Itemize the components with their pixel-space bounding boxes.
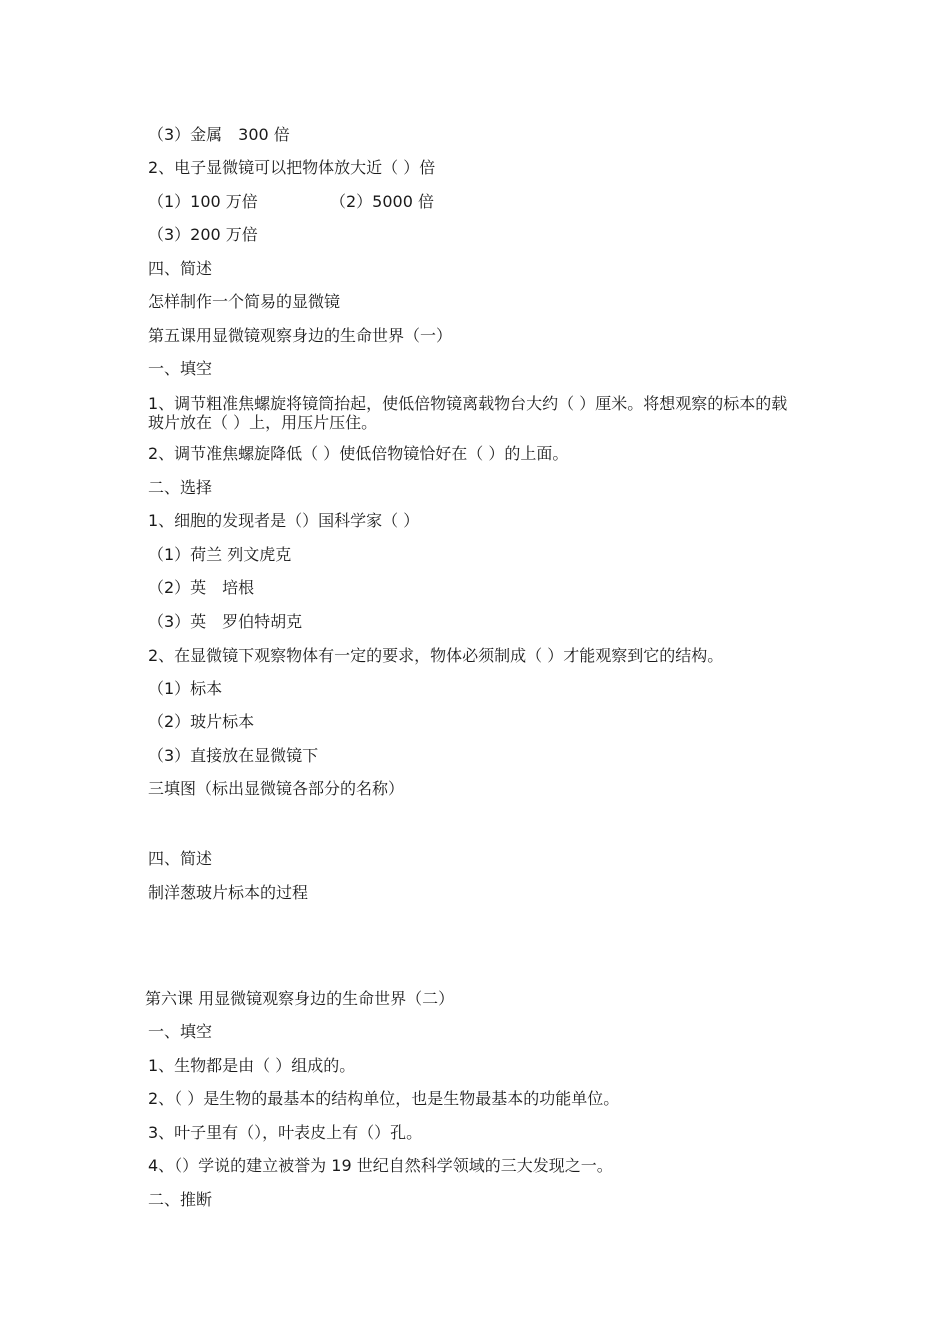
fill-blank-question-1: 1、生物都是由（ ）组成的。 [148,1056,356,1075]
choice-option-3: （3）直接放在显微镜下 [148,746,319,765]
choice-option-1: （1）荷兰 列文虎克 [148,545,292,564]
choice-option-2: （2）英 培根 [148,578,255,597]
fill-blank-question-2: 2、调节准焦螺旋降低（ ）使低倍物镜恰好在（ ）的上面。 [148,444,569,463]
section-heading-fill-blank: 一、填空 [148,1022,213,1041]
option-1: （1）100 万倍 [148,192,258,211]
fill-blank-question-4: 4、（）学说的建立被誉为 19 世纪自然科学领域的三大发现之一。 [148,1156,613,1175]
question-2-electron-microscope: 2、电子显微镜可以把物体放大近（ ）倍 [148,158,436,177]
fill-blank-question-1: 1、调节粗准焦螺旋将镜筒抬起，使低倍物镜离载物台大约（ ）厘米。将想观察的标本的载玻片放在（ ）上，用压片压住。 [148,394,788,432]
fill-blank-question-3: 3、叶子里有（），叶表皮上有（）孔。 [148,1123,423,1142]
section-heading-short-answer: 四、简述 [148,849,213,868]
choice-option-3: （3）英 罗伯特胡克 [148,612,303,631]
lesson-6-title: 第六课 用显微镜观察身边的生命世界（二） [145,989,455,1008]
lesson-5-title: 第五课用显微镜观察身边的生命世界（一） [148,326,453,345]
section-heading-inference: 二、推断 [148,1190,213,1209]
section-heading-fill-blank: 一、填空 [148,359,213,378]
section-heading-label-diagram: 三填图（标出显微镜各部分的名称） [148,779,405,798]
choice-question-2: 2、在显微镜下观察物体有一定的要求，物体必须制成（ ）才能观察到它的结构。 [148,646,724,665]
short-answer-question: 怎样制作一个简易的显微镜 [148,292,341,311]
option-2: （2）5000 倍 [330,192,434,211]
option-3: （3）200 万倍 [148,225,258,244]
choice-option-2: （2）玻片标本 [148,712,255,731]
choice-question-1: 1、细胞的发现者是（）国科学家（ ） [148,511,420,530]
short-answer-question: 制洋葱玻片标本的过程 [148,883,309,902]
section-heading-short-answer: 四、简述 [148,259,213,278]
option-3-metal: （3）金属 300 倍 [148,125,290,144]
choice-option-1: （1）标本 [148,679,223,698]
fill-blank-question-2: 2、（ ）是生物的最基本的结构单位，也是生物最基本的功能单位。 [148,1089,620,1108]
option-row [148,192,434,212]
section-heading-choice: 二、选择 [148,478,213,497]
